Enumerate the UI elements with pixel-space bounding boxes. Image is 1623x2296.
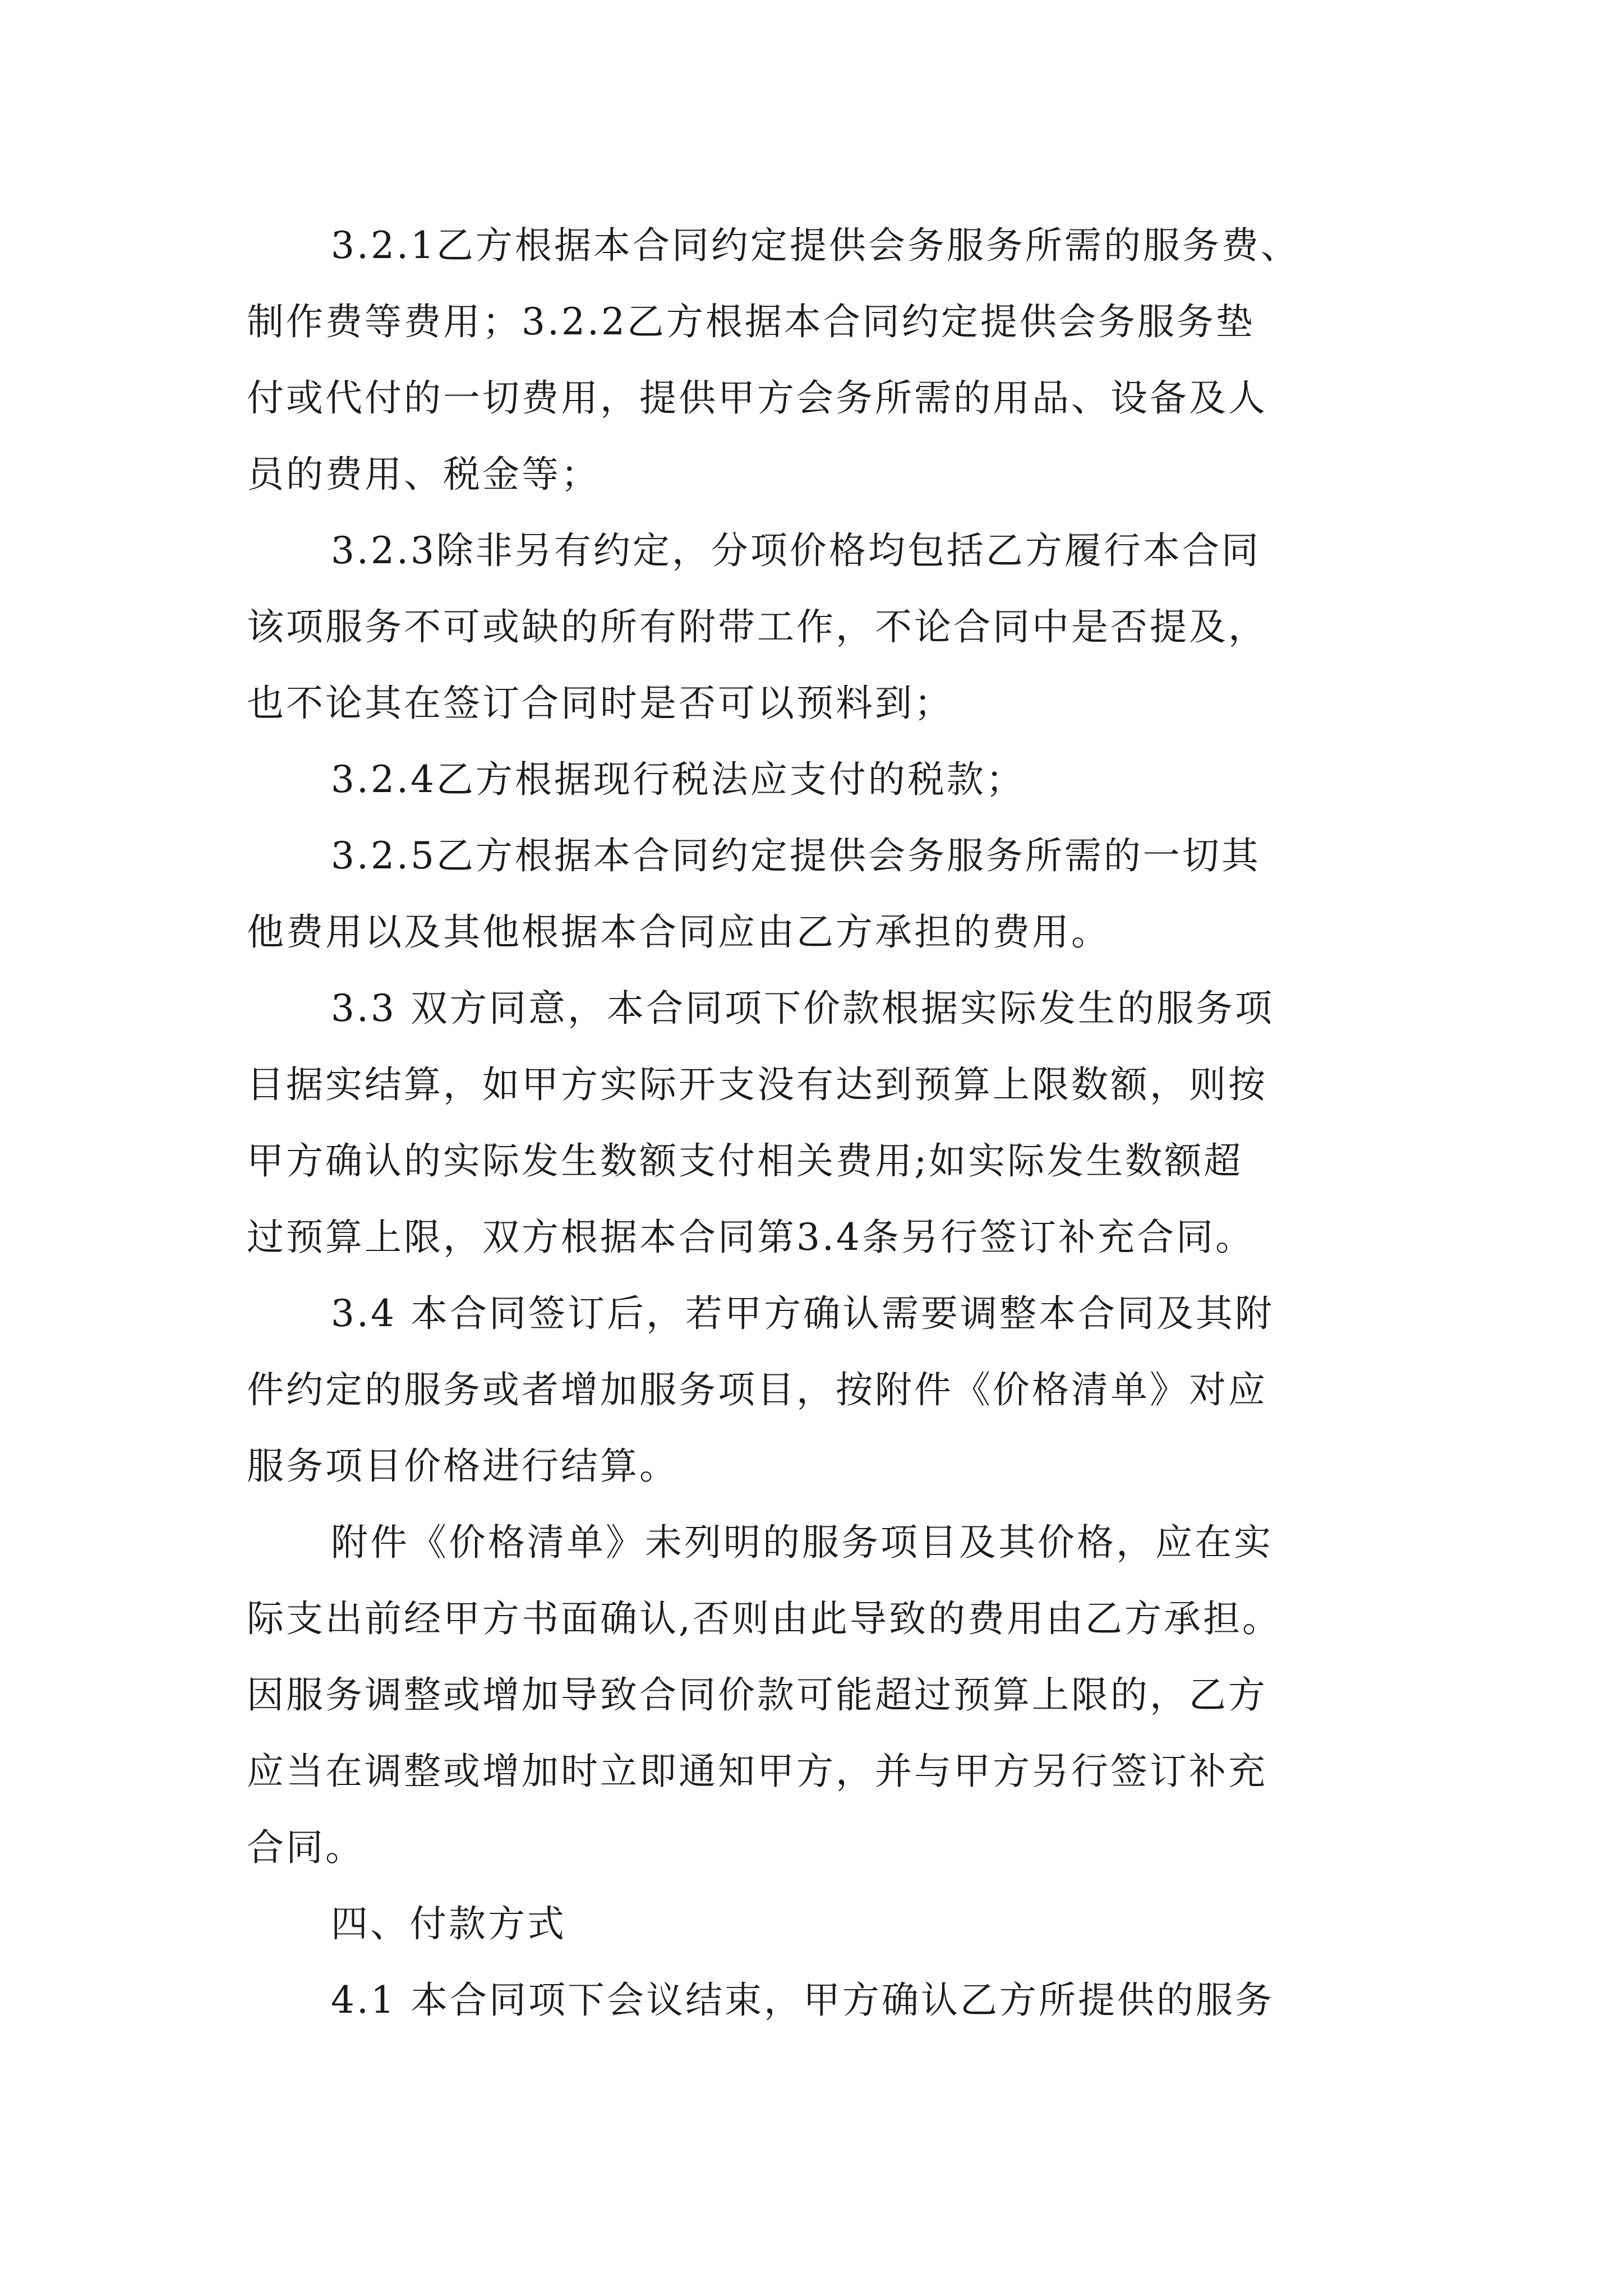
- paragraph-annex-line-1: 附件《价格清单》未列明的服务项目及其价格，应在实: [331, 1521, 1273, 1564]
- section-heading-payment: 四、付款方式: [331, 1902, 566, 1945]
- paragraph-3-2-1-line-1: 3.2.1乙方根据本合同约定提供会务服务所需的服务费、: [331, 224, 1300, 267]
- paragraph-3-4-line-1: 3.4 本合同签订后，若甲方确认需要调整本合同及其附: [331, 1292, 1274, 1335]
- paragraph-3-4-line-2: 件约定的服务或者增加服务项目，按附件《价格清单》对应: [247, 1368, 1267, 1411]
- paragraph-3-3-line-1: 3.3 双方同意，本合同项下价款根据实际发生的服务项: [331, 987, 1274, 1030]
- paragraph-annex-line-2: 际支出前经甲方书面确认,否则由此导致的费用由乙方承担。: [247, 1597, 1281, 1640]
- paragraph-3-2-5-line-2: 他费用以及其他根据本合同应由乙方承担的费用。: [247, 910, 1110, 954]
- paragraph-4-1-line-1: 4.1 本合同项下会议结束，甲方确认乙方所提供的服务: [331, 1978, 1274, 2022]
- paragraph-3-2-5-line-1: 3.2.5乙方根据本合同约定提供会务服务所需的一切其: [331, 834, 1261, 877]
- paragraph-3-2-4-line-1: 3.2.4乙方根据现行税法应支付的税款；: [331, 758, 1025, 801]
- paragraph-annex-line-5: 合同。: [247, 1826, 365, 1869]
- contract-body-text: [247, 208, 1402, 2039]
- paragraph-annex-line-4: 应当在调整或增加时立即通知甲方，并与甲方另行签订补充: [247, 1750, 1267, 1793]
- paragraph-3-3-line-4: 过预算上限，双方根据本合同第3.4条另行签订补充合同。: [247, 1216, 1255, 1259]
- paragraph-3-2-2-line-3: 员的费用、税金等；: [247, 453, 600, 496]
- paragraph-3-2-3-line-2: 该项服务不可或缺的所有附带工作，不论合同中是否提及，: [247, 605, 1267, 648]
- paragraph-3-4-line-3: 服务项目价格进行结算。: [247, 1444, 679, 1488]
- paragraph-3-2-1-line-2: 制作费等费用；3.2.2乙方根据本合同约定提供会务服务垫: [247, 300, 1255, 343]
- paragraph-annex-line-3: 因服务调整或增加导致合同价款可能超过预算上限的，乙方: [247, 1673, 1267, 1717]
- paragraph-3-3-line-2: 目据实结算，如甲方实际开支没有达到预算上限数额，则按: [247, 1063, 1267, 1106]
- paragraph-3-2-2-line-2: 付或代付的一切费用，提供甲方会务所需的用品、设备及人: [247, 376, 1267, 420]
- paragraph-3-3-line-3: 甲方确认的实际发生数额支付相关费用;如实际发生数额超: [247, 1139, 1243, 1182]
- paragraph-3-2-3-line-1: 3.2.3除非另有约定，分项价格均包括乙方履行本合同: [331, 529, 1261, 572]
- paragraph-3-2-3-line-3: 也不论其在签订合同时是否可以预料到；: [247, 682, 953, 725]
